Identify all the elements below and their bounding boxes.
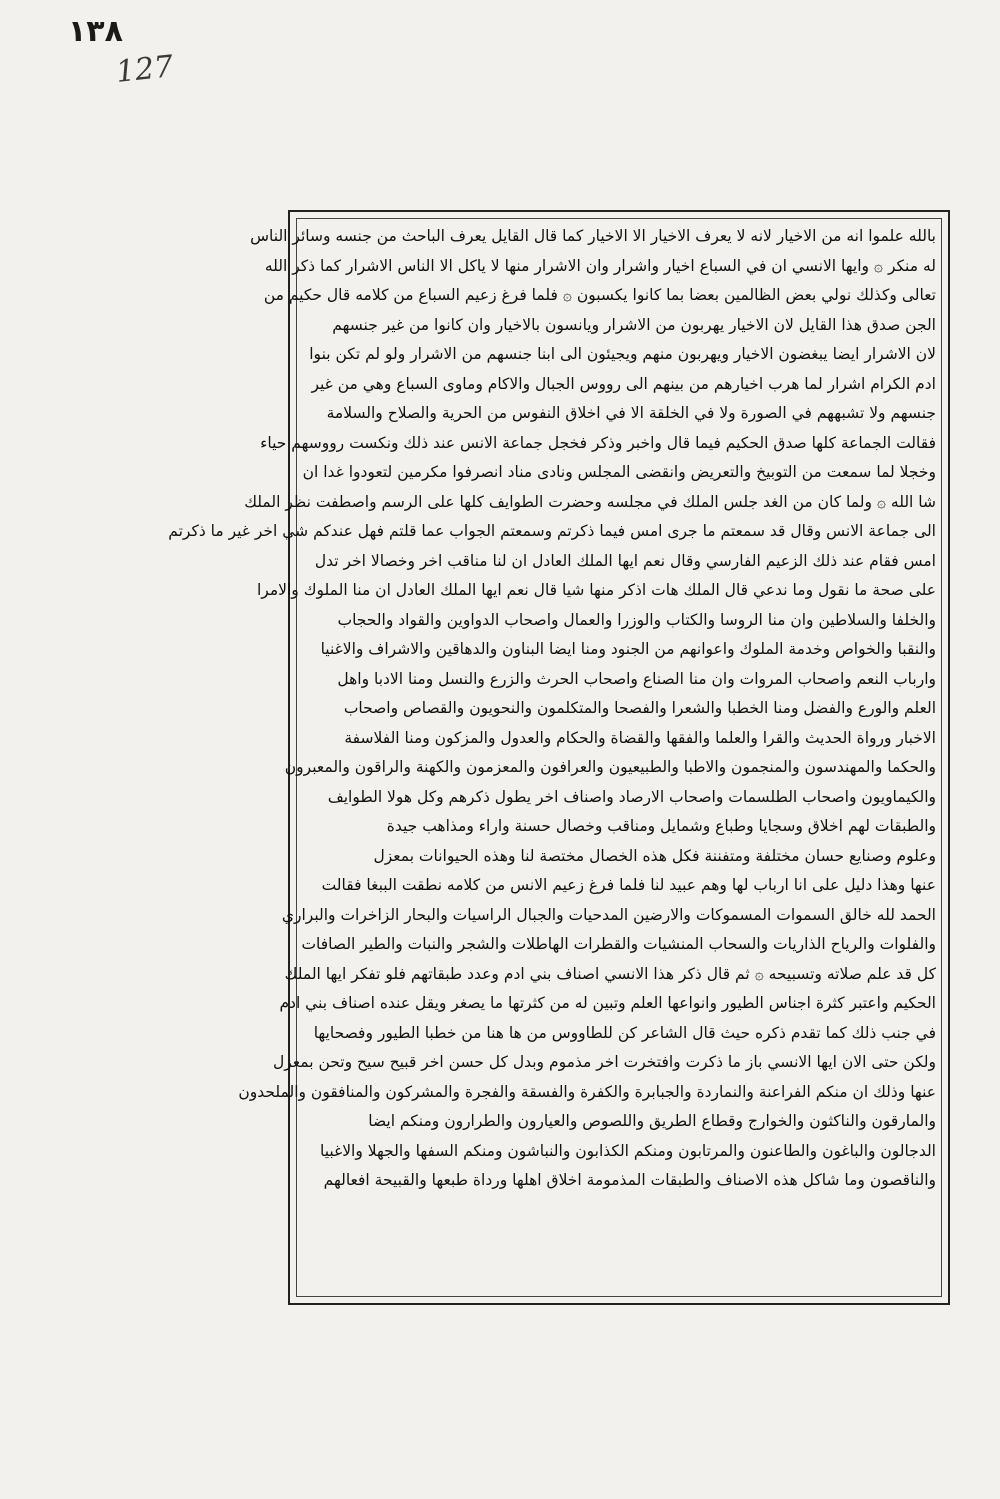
text-line: وعلوم وصنايع حسان مختلفة ومتفننة فكل هذه الخصال مختصة لنا وهذه الحيوانات بمعزل [373, 846, 936, 865]
text-line: فقالت الجماعة كلها صدق الحكيم فيما قال واخبر وذكر فخجل جماعة الانس عند ذلك ونكست رووسهم حياء [260, 433, 936, 452]
text-line: عنها وهذا دليل على انا ارباب لها وهم عبيد لنا فلما فرغ زعيم الانس من كلامه نطقت الببغا فقالت [321, 876, 936, 894]
text-line: بالله علموا انه من الاخيار لانه لا يعرف الاخيار الا الاخيار كما قال القايل يعرف الباحث من جنسه وسائر الناس [250, 227, 936, 245]
folio-number-arabic: ١٣٨ [68, 14, 123, 49]
text-line: الجن صدق هذا القايل لان الاخيار يهربون من الاشرار ويانسون بالاخيار وان كانوا من غير جنسهم [332, 315, 936, 334]
text-line: الدجالون والباغون والطاعنون والمرتابون ومنكم الكذابون والنباشون ومنكم السفها والجهلا والاغبيا [320, 1141, 936, 1160]
text-line: ادم الكرام اشرار لما هرب اخيارهم من بينهم الى رووس الجبال والاكام وماوى السباع وهي من غير [311, 374, 936, 393]
manuscript-text-block [168, 222, 942, 1294]
text-line: الاخبار ورواة الحديث والقرا والعلما والفقها والقضاة والحكام والعدول والمزكون ومنا الفلاسفة [344, 728, 936, 747]
text-line: على صحة ما نقول وما ندعي قال الملك هات اذكر منها شيا قال نعم ايها الملك العادل ان منا الملوك والامرا [257, 581, 936, 599]
text-line: والكيماويون واصحاب الطلسمات واصحاب الارصاد واصناف اخر يطول ذكرهم وكل هولا الطوايف [327, 787, 936, 806]
text-line: له منكر ۞ وايها الانسي ان في السباع اخيار واشرار وان الاشرار منها لا ياكل الا الناس الاشرار كما ذكر الله [264, 256, 936, 275]
text-line: والمارقون والناكثون والخوارج وقطاع الطريق واللصوص والعيارون والطرارون ومنكم ايضا [368, 1112, 936, 1130]
folio-number-latin: 127 [114, 49, 175, 90]
text-line: كل قد علم صلاته وتسبيحه ۞ ثم قال ذكر هذا الانسي اصناف بني ادم وعدد طبقاتهم فلو تفكر ايها الملك [284, 964, 936, 983]
text-line: والحكما والمهندسون والمنجمون والاطبا والطبيعيون والعرافون والمعزمون والكهنة والراقون والمعبرون [284, 758, 936, 776]
text-line: والنقبا والخواص وخدمة الملوك واعوانهم من الجنود ومنا ايضا البناون والدهاقين والاشراف والاغنيا [320, 640, 936, 658]
text-line: جنسهم ولا تشبههم في الصورة ولا في الخلقة الا في اخلاق النفوس من الحرية والصلاح والسلامة [326, 404, 936, 422]
text-line: والفلوات والرياح الذاريات والسحاب المنشيات والقطرات الهاطلات والشجر والنبات والطير الصافات [301, 935, 936, 953]
text-line: عنها وذلك ان منكم الفراعنة والنماردة والجبابرة والكفرة والفسقة والفجرة والمشركون والمنافقون والملحدون [238, 1082, 936, 1101]
text-line: لان الاشرار ايضا يبغضون الاخيار ويهربون منهم ويجيئون الى ابنا جنسهم من الاشرار ولو لم تكن بنوا [309, 345, 936, 363]
text-line: والطبقات لهم اخلاق وسجايا وطباع وشمايل ومناقب وخصال حسنة واراء ومذاهب جيدة [386, 817, 936, 835]
text-line: امس فقام عند ذلك الزعيم الفارسي وقال نعم ايها الملك العادل ان لنا مناقب اخر وخصالا اخر تدل [314, 551, 936, 570]
text-line: والخلفا والسلاطين وان منا الروسا والكتاب والوزرا والعمال واصحاب الدواوين والقواد والحجاب [337, 610, 936, 629]
text-line: والناقصون وما شاكل هذه الاصناف والطبقات المذمومة اخلاق اهلها ورداة طبعها والقبيحة افعالهم [323, 1171, 936, 1189]
text-line: وخجلا لما سمعت من التوبيخ والتعريض وانقضى المجلس ونادى مناد انصرفوا مكرمين لتعودوا غدا ان [302, 463, 936, 481]
text-line: الى جماعة الانس وقال قد سمعتم ما جرى امس فيما ذكرتم وسمعتم الجواب عما قلتم فهل عندكم شي اخر غير ما ذكرتم [168, 522, 936, 540]
text-line: الحكيم واعتبر كثرة اجناس الطيور وانواعها العلم وتبين له من كثرتها ما يصغر ويقل عنده اصناف بني ادم [279, 994, 936, 1012]
text-line: ولكن حتى الان ايها الانسي باز ما ذكرت وافتخرت اخر مذموم وبدل كل حسن اخر قبيح سيح وتحن بمعزل [272, 1053, 936, 1071]
text-line: العلم والورع والفضل ومنا الخطبا والشعرا والفصحا والمتكلمون والنحويون والقصاص واصحاب [343, 699, 936, 717]
text-line: شا الله ۞ ولما كان من الغد جلس الملك في مجلسه وحضرت الطوايف كلها على الرسم واصطفت نظر الملك [244, 492, 936, 511]
text-line: الحمد لله خالق السموات المسموكات والارضين المدحيات والجبال الراسيات والبحار الزاخرات والبراري [281, 905, 936, 924]
text-line: تعالى وكذلك نولي بعض الظالمين بعضا بما كانوا يكسبون ۞ فلما فرغ زعيم السباع من كلامه قال حكيم من [263, 286, 936, 304]
text-line: في جنب ذلك كما تقدم ذكره حيث قال الشاعر كن للطاووس من ها هنا من خطبا الطيور وفصحايها [313, 1023, 936, 1042]
text-line: وارباب النعم واصحاب المروات وان منا الصناع واصحاب الحرث والزرع والنسل ومنا الادبا واهل [337, 669, 936, 688]
